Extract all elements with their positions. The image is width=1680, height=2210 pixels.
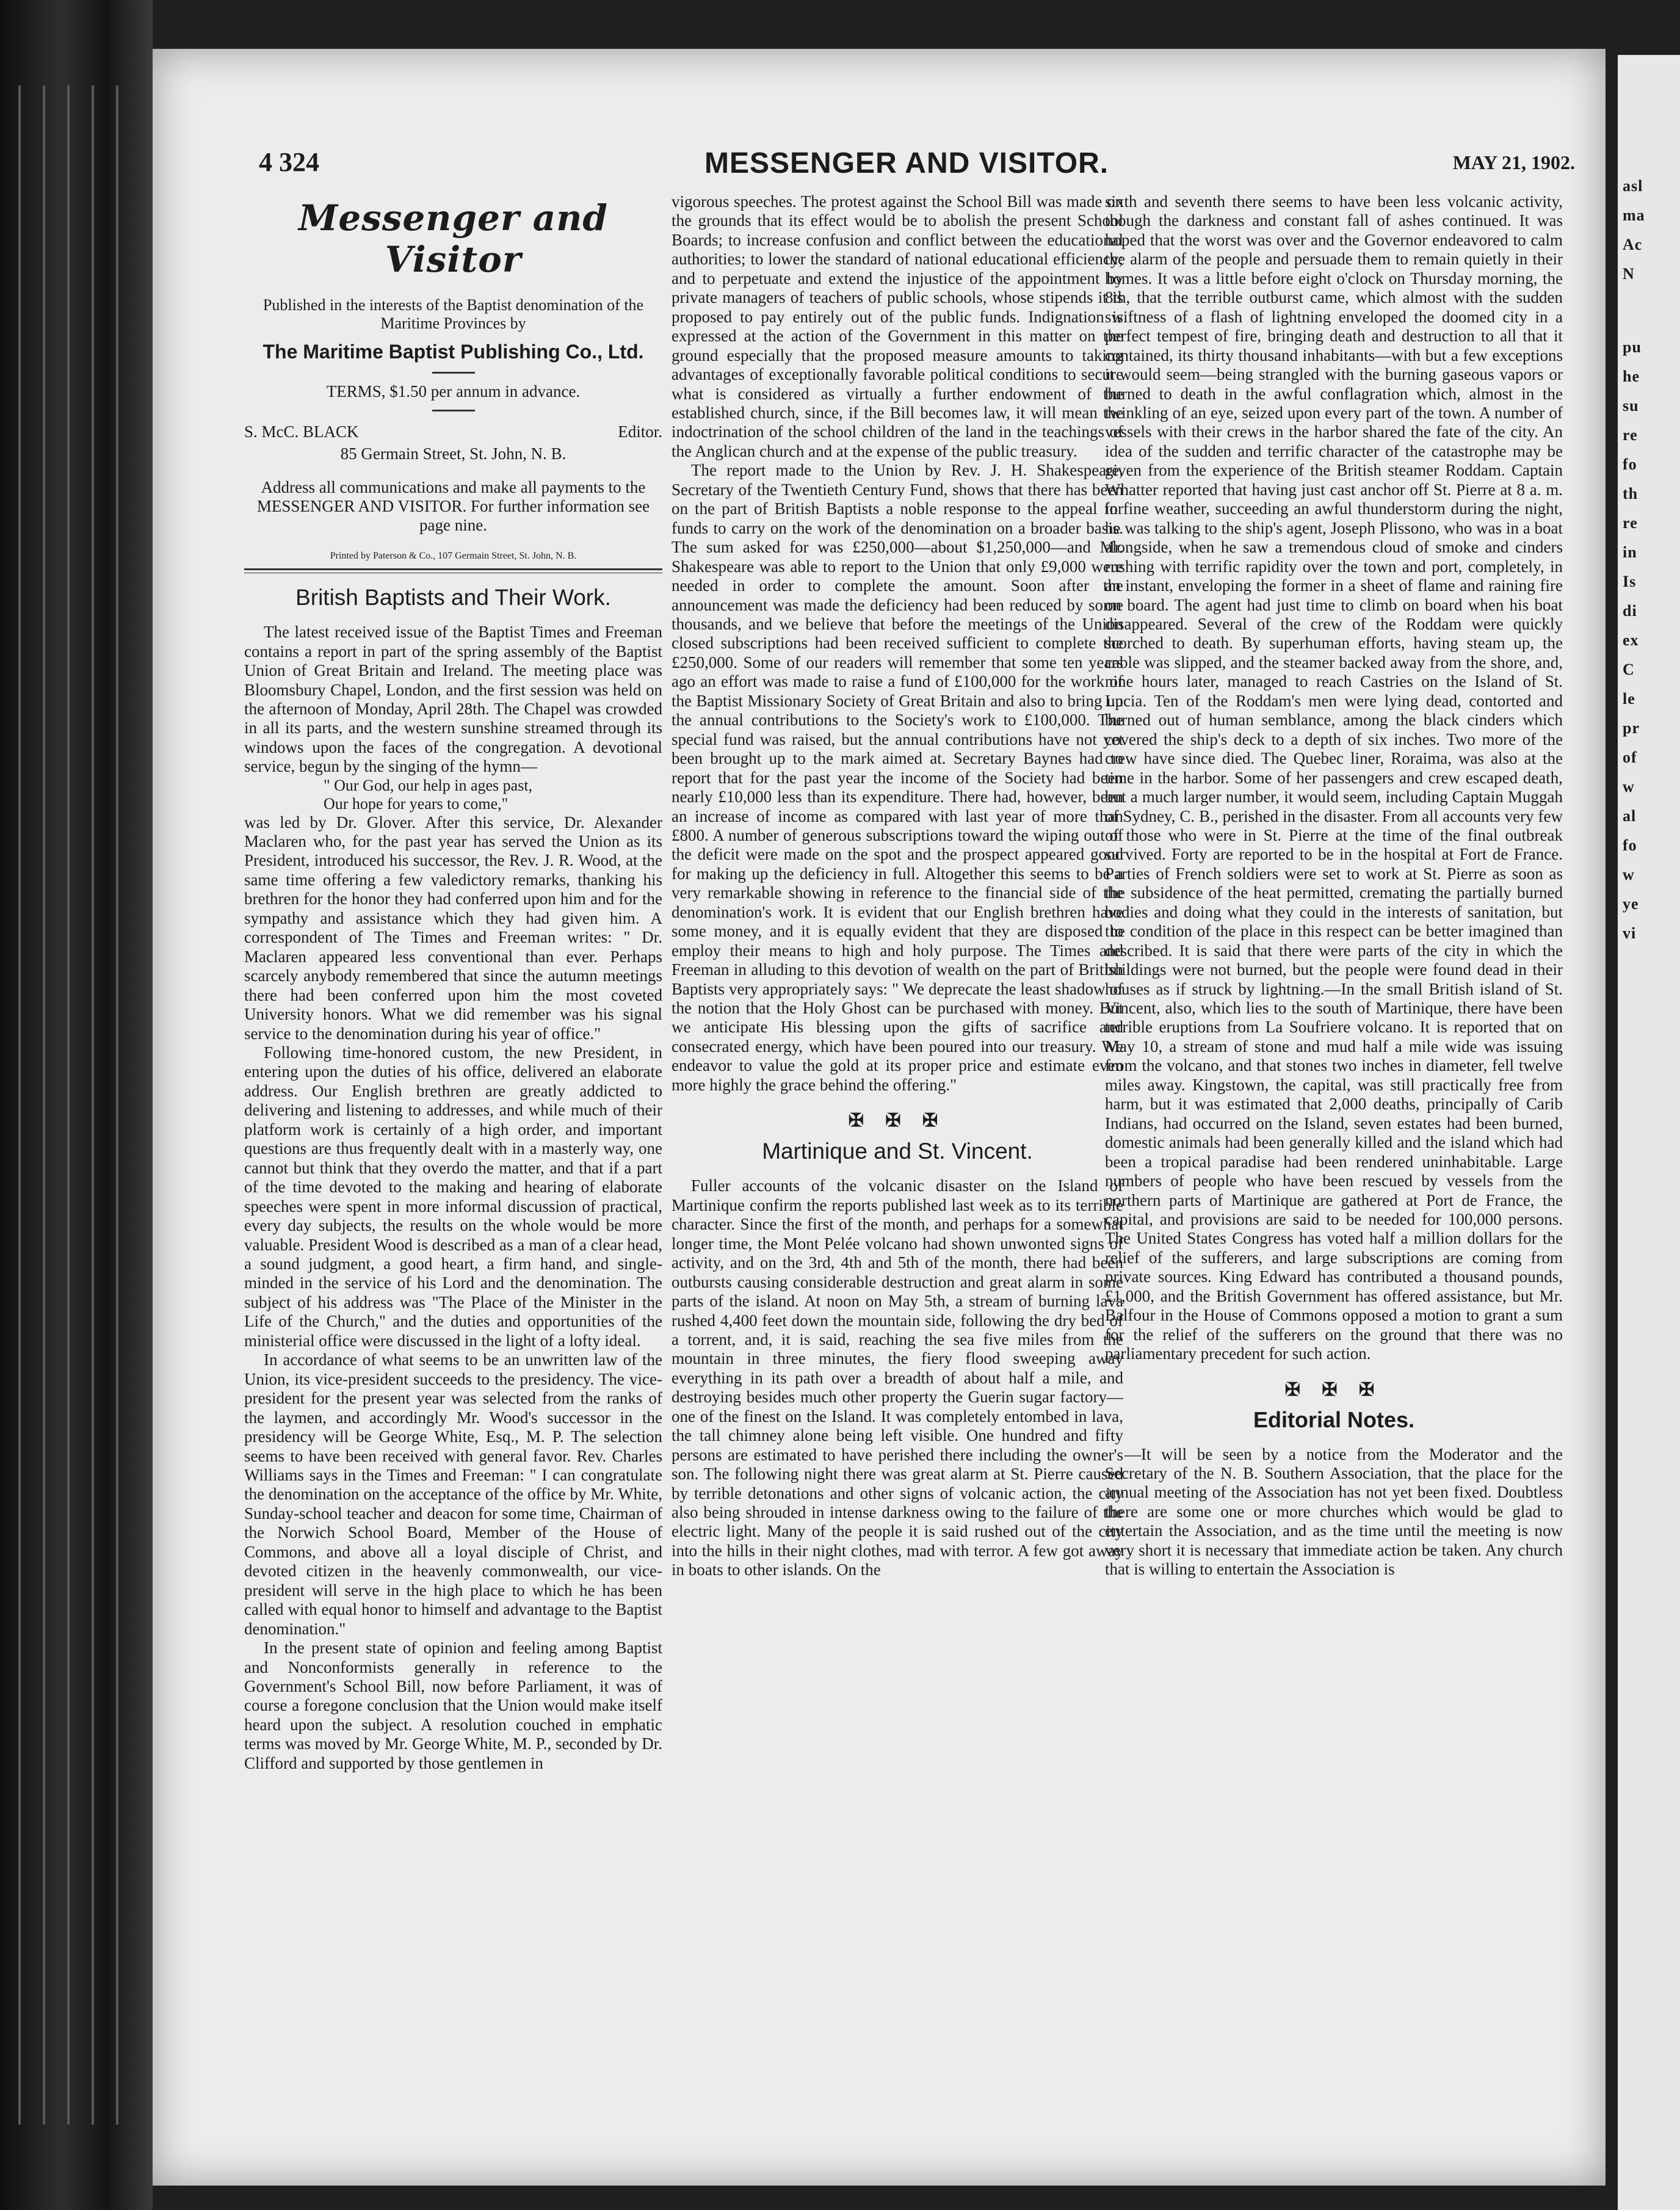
column-2 [672, 192, 1123, 1580]
masthead-company: The Maritime Baptist Publishing Co., Ltd. [262, 340, 644, 363]
page-edge [67, 85, 70, 2125]
fragment-text: of [1623, 748, 1637, 766]
paragraph: vigorous speeches. The protest against the School Bill was made on the grounds that its effect would be to abolish the present School Boards; to increase confusion and conflict between the educational authorities; to lower the standard of national educational efficiency; and to perpetuate and extend the injustice of the appointment by private managers of teachers of public schools, whose stipends it is proposed to pay entirely out of the public funds. Indignation is expressed at the action of the Government in this matter on the ground especially that the proposed measure amounts to taking advantages of exceptionally favorable political conditions to secure what is considered as virtually a further endowment of the established church, since, if the Bill becomes law, it will mean the indoctrination of the school children of the land in the teachings of the Anglican church and at the expense of the public treasury. [672, 192, 1123, 460]
fragment-text: w [1623, 778, 1635, 795]
paragraph: In accordance of what seems to be an unwritten law of the Union, its vice-president succeeds to the presidency. The vice-president for the present year was selected from the ranks of the laymen, and accordingly Mr. Wood's successor in the presidency will be George White, Esq., M. P. The selection seems to have been received with general favor. Rev. Charles Williams says in the Times and Freeman: " I can congratulate the denomination on the acceptance of the office by Mr. White, Sunday-school teacher and deacon for some time, Chairman of the Norwich School Board, Member of the House of Commons, and above all a loyal disciple of Christ, and devoted citizen in the heavenly commonwealth, our vice-president will serve in the high place to which he has been called with equal honor to himself and advantage to the Baptist denomination." [244, 1350, 662, 1638]
fragment-text: ex [1623, 631, 1639, 649]
fragment-text: su [1623, 397, 1639, 415]
rule [432, 410, 475, 411]
fragment-text: in [1623, 543, 1637, 561]
paragraph: was led by Dr. Glover. After this service, Dr. Alexander Maclaren who, for the past year has served the Union as its President, introduced his successor, the Rev. J. R. Wood, at the same time offering a few valedictory remarks, thanking his brethren for the honor they had conferred upon him and for the sympathy and assistance which they had given him. A correspondent of The Times and Freeman writes: " Dr. Maclaren appeared less conventional than ever. Perhaps scarcely anybody remembered that since the autumn meetings there had been conferred upon him the most coveted University honors. What we did remember was his signal service to the denomination during his year of office." [244, 813, 662, 1043]
editor-name: S. McC. BLACK [244, 422, 359, 441]
article-heading: British Baptists and Their Work. [295, 585, 611, 610]
page-edge [116, 85, 118, 2125]
hymn-line: " Our God, our help in ages past, [324, 776, 533, 794]
fragment-text: w [1623, 866, 1635, 883]
article-heading: Martinique and St. Vincent. [762, 1139, 1033, 1164]
paragraph: The latest received issue of the Baptist Times and Freeman contains a report in part of the spring assembly of the Baptist Union of Great Britain and Ireland. The meeting place was Bloomsbury Chapel, London, and the first session was held on the afternoon of Monday, April 28th. The Chapel was crowded in all its parts, and the western sunshine streamed through its windows upon the faces of the congregation. A devotional service, begun by the singing of the hymn— [244, 623, 662, 776]
editor-role: Editor. [618, 422, 662, 441]
column-1 [244, 189, 662, 1773]
paragraph: sixth and seventh there seems to have been less volcanic activity, though the darkness and constant fall of ashes continued. It was hoped that the worst was over and the Governor endeavored to calm the alarm of the people and persuade them to remain quietly in their homes. It was a little before eight o'clock on Thursday morning, the 8th, that the terrible outburst came, which almost with the sudden swiftness of a flash of lightning enveloped the doomed city in a perfect tempest of fire, bringing death and destruction to all that it contained, its thirty thousand inhabitants—with but a few exceptions it would seem—being strangled with the burning gaseous vapors or burned to death in the awful conflagration which, almost in the twinkling of an eye, seized upon every part of the town. A number of vessels with their crews in the harbor shared the fate of the city. An idea of the sudden and terrific character of the catastrophe may be given from the experience of the British steamer Roddam. Captain Whatter reported that having just cast anchor off St. Pierre at 8 a. m. in fine weather, succeeding an awful thunderstorm during the night, he was talking to the ship's agent, Joseph Plissono, who was in a boat alongside, when he saw a tremendous cloud of smoke and cinders rushing with terrific rapidity over the town and port, completely, in an instant, enveloping the former in a sheet of flame and raining fire on board. The agent had just time to climb on board when his boat disappeared. Several of the crew of the Roddam were quickly scorched to death. By superhuman efforts, having steam up, the cable was slipped, and the steamer backed away from the shore, and, nine hours later, managed to reach Castries on the Island of St. Lucia. Ten of the Roddam's men were lying dead, contorted and burned out of human semblance, among the black cinders which covered the ship's deck to a depth of six inches. Two more of the crew have since died. The Quebec liner, Roraima, was also at the time in the harbor. Some of her passengers and crew escaped death, but a much larger number, it would seem, including Captain Muggah of Sydney, C. B., perished in the disaster. From all accounts very few of those who were in St. Pierre at the time of the final outbreak survived. Forty are reported to be in the hospital at Fort de France. Parties of French soldiers were set to work at St. Pierre as soon as the subsidence of the heat permitted, cremating the partially burned bodies and doing what they could in the interests of sanitation, but the condition of the place in this respect can be better imagined than described. It is said that there were parts of the city in which the buildings were not burned, but the people were found dead in their houses as if struck by lightning.—In the small British island of St. Vincent, also, which lies to the south of Martinique, there have been terrible eruptions from La Soufriere volcano. It is reported that on May 10, a stream of stone and mud half a mile wide was issuing from the volcano, and that stones two inches in diameter, fell twelve miles away. Kingstown, the capital, was still practically free from harm, but it was estimated that 2,000 deaths, principally of Carib Indians, had occurred on the Island, seven estates had been burned, domestic animals had been generally killed and the island which had been a tropical paradise had been rendered uninhabitable. Large numbers of people who have been rescued by vessels from the northern parts of Martinique are gathered at Port de France, the capital, and provisions are said to be needed for 100,000 persons. The United States Congress has voted half a million dollars for the relief of the sufferers, and large subscriptions are coming from private sources. King Edward has contributed a thousand pounds, £1,000, and the British Government has offered assistance, but Mr. Balfour in the House of Commons opposed a motion to grant a sum for the relief of the sufferers on the ground that there was no parliamentary precedent for such action. [1105, 192, 1563, 1363]
masthead-published: Published in the interests of the Baptist denomination of the Maritime Provinces by [262, 296, 644, 333]
newspaper-page [153, 49, 1606, 2186]
fragment-text: re [1623, 426, 1638, 444]
page-edge [92, 85, 94, 2125]
masthead-terms: TERMS, $1.50 per annum in advance. [326, 382, 581, 400]
fragment-text: le [1623, 690, 1635, 708]
fragment-text: re [1623, 514, 1638, 532]
fragment-text: pr [1623, 719, 1640, 737]
paragraph: Following time-honored custom, the new President, in entering upon the duties of his office, delivered an elaborate address. Our English brethren are greatly addicted to delivering and listening to addresses, and while much of their platform work is certainly of a high order, and important questions are thus frequently dealt with in a masterly way, one cannot but think that they overdo the matter, and that if a part of the time devoted to the making and hearing of elaborate speeches were spent in more informal discussion of practical, every day subjects, the results on the whole would be more valuable. President Wood is described as a man of a clear head, a sound judgment, a good heart, a firm hand, and single-minded in the service of his Lord and the denomination. The subject of his address was "The Place of the Minister in the Life of the Church," and the duties and opportunities of the ministerial office were discussed in the light of a lofty ideal. [244, 1043, 662, 1350]
book-binding [0, 0, 153, 2210]
fragment-text: pu [1623, 338, 1642, 356]
paragraph: In the present state of opinion and feeling among Baptist and Nonconformists generally in reference to the Government's School Bill, now before Parliament, it was of course a foregone conclusion that the Union would make itself heard upon the subject. A resolution couched in emphatic terms was moved by Mr. George White, M. P., seconded by Dr. Clifford and supported by those gentlemen in [244, 1639, 662, 1772]
paragraph: The report made to the Union by Rev. J. H. Shakespeare, Secretary of the Twentieth Century Fund, shows that there has been on the part of British Baptists a noble response to the appeal for funds to carry on the work of the denomination on a broader basis. The sum asked for was £250,000—about $1,250,000—and Mr. Shakespeare was able to report to the Union that only £9,000 were needed in order to complete the amount. Soon after the announcement was made the deficiency had been reduced by some thousands, and we believe that before the meetings of the Union closed subscriptions had been received sufficient to complete the £250,000. Some of our readers will remember that some ten years ago an effort was made to raise a fund of £100,000 for the work of the Baptist Missionary Society of Great Britain and also to bring up the annual contributions to the Society's work to £100,000. The special fund was raised, but the annual contributions have not yet been brought up to the mark aimed at. Secretary Baynes had to report that for the past year the income of the Society had been nearly £10,000 less than its expenditure. There had, however, been an increase of income as compared with last year of more than £800. A number of generous subscriptions toward the wiping out of the deficit were made on the spot and the prospect appeared good for making up the deficiency in full. Altogether this seems to be a very remarkable showing in reference to the financial side of the denomination's work. It is evident that our English brethren have some money, and it is equally evident that they are disposed to employ their means to high and holy purpose. The Times and Freeman in alluding to this devotion of wealth on the part of British Baptists very appropriately says: " We deprecate the least shadow of the notion that the Holy Ghost can be purchased with money. But we anticipate His blessing upon the gifts of sacrifice and consecrated energy, which have been poured into our treasury. We endeavor to value the gold at its proper price and estimate even more highly the grace behind the offering." [672, 461, 1123, 1094]
fragment-text: he [1623, 368, 1640, 385]
fragment-text: al [1623, 807, 1637, 825]
paragraph: Fuller accounts of the volcanic disaster on the Island of Martinique confirm the reports published last week as to its terrible character. Since the first of the month, and perhaps for a somewhat longer time, the Mont Pelée volcano had shown unwonted signs of activity, and on the 3rd, 4th and 5th of the month, there had been outbursts causing considerable destruction and great alarm in some parts of the island. At noon on May 5th, a stream of burning lava rushed 4,400 feet down the mountain side, following the dry bed of a torrent, and, it is said, reaching the sea five miles from the mountain in three minutes, the fiery flood sweeping away everything in its path over a breadth of about half a mile, and destroying besides much other property the Guerin sugar factory—one of the finest on the Island. It was completely entombed in lava, the tall chimney alone being left visible. One hundred and fifty persons are estimated to have perished there including the owner's son. The following night there was great alarm at St. Pierre caused by terrible detonations and other signs of volcanic action, the city also being shrouded in intense darkness owing to the failure of the electric light. Many of the people it is said rushed out of the city into the hills in their night clothes, mad with terror. A few got away in boats to other islands. On the [672, 1176, 1123, 1579]
printer-line: Printed by Paterson & Co., 107 Germain Street, St. John, N. B. [330, 551, 577, 562]
masthead-title: Messenger and Visitor [299, 197, 608, 280]
rule [432, 372, 475, 374]
section-divider: ✠ ✠ ✠ [1284, 1379, 1383, 1400]
fragment-text: vi [1623, 924, 1637, 942]
page-number: 4 324 [259, 147, 319, 177]
page-header [259, 147, 1581, 195]
article-heading: Editorial Notes. [1253, 1407, 1415, 1432]
page-edge [18, 85, 21, 2125]
fragment-text: ma [1623, 206, 1645, 224]
fragment-text: Is [1623, 573, 1637, 590]
running-head: MESSENGER AND VISITOR. [704, 147, 1109, 179]
masthead-address: 85 Germain Street, St. John, N. B. [340, 444, 567, 463]
double-rule [244, 568, 662, 573]
fragment-text: ye [1623, 895, 1639, 913]
fragment-text: fo [1623, 455, 1637, 473]
masthead [244, 198, 662, 562]
page-edge [43, 85, 45, 2125]
column-3 [1105, 192, 1563, 1579]
fragment-text: Ac [1623, 236, 1643, 253]
paragraph: —It will be seen by a notice from the Moderator and the Secretary of the N. B. Southern Association, that the place for the annual meeting of the Association has not yet been fixed. Doubtless there are some one or more churches which would be glad to entertain the Association, and as the time until the meeting is now very short it is necessary that immediate action be taken. Any church that is willing to entertain the Association is [1105, 1444, 1563, 1579]
fragment-text: fo [1623, 836, 1637, 854]
hymn-quote [324, 777, 662, 813]
issue-date: MAY 21, 1902. [1452, 151, 1575, 173]
editor-line [244, 422, 662, 441]
fragment-text: th [1623, 485, 1638, 502]
fragment-text: C [1623, 661, 1635, 678]
masthead-communications: Address all communications and make all payments to the MESSENGER AND VISITOR. For further information see page nine. [256, 478, 650, 535]
section-divider: ✠ ✠ ✠ [848, 1110, 947, 1131]
adjacent-page-fragment [1618, 55, 1680, 2210]
fragment-text: asl [1623, 177, 1643, 195]
hymn-line: Our hope for years to come," [324, 794, 509, 813]
fragment-text: N [1623, 265, 1635, 283]
fragment-text: di [1623, 602, 1637, 620]
